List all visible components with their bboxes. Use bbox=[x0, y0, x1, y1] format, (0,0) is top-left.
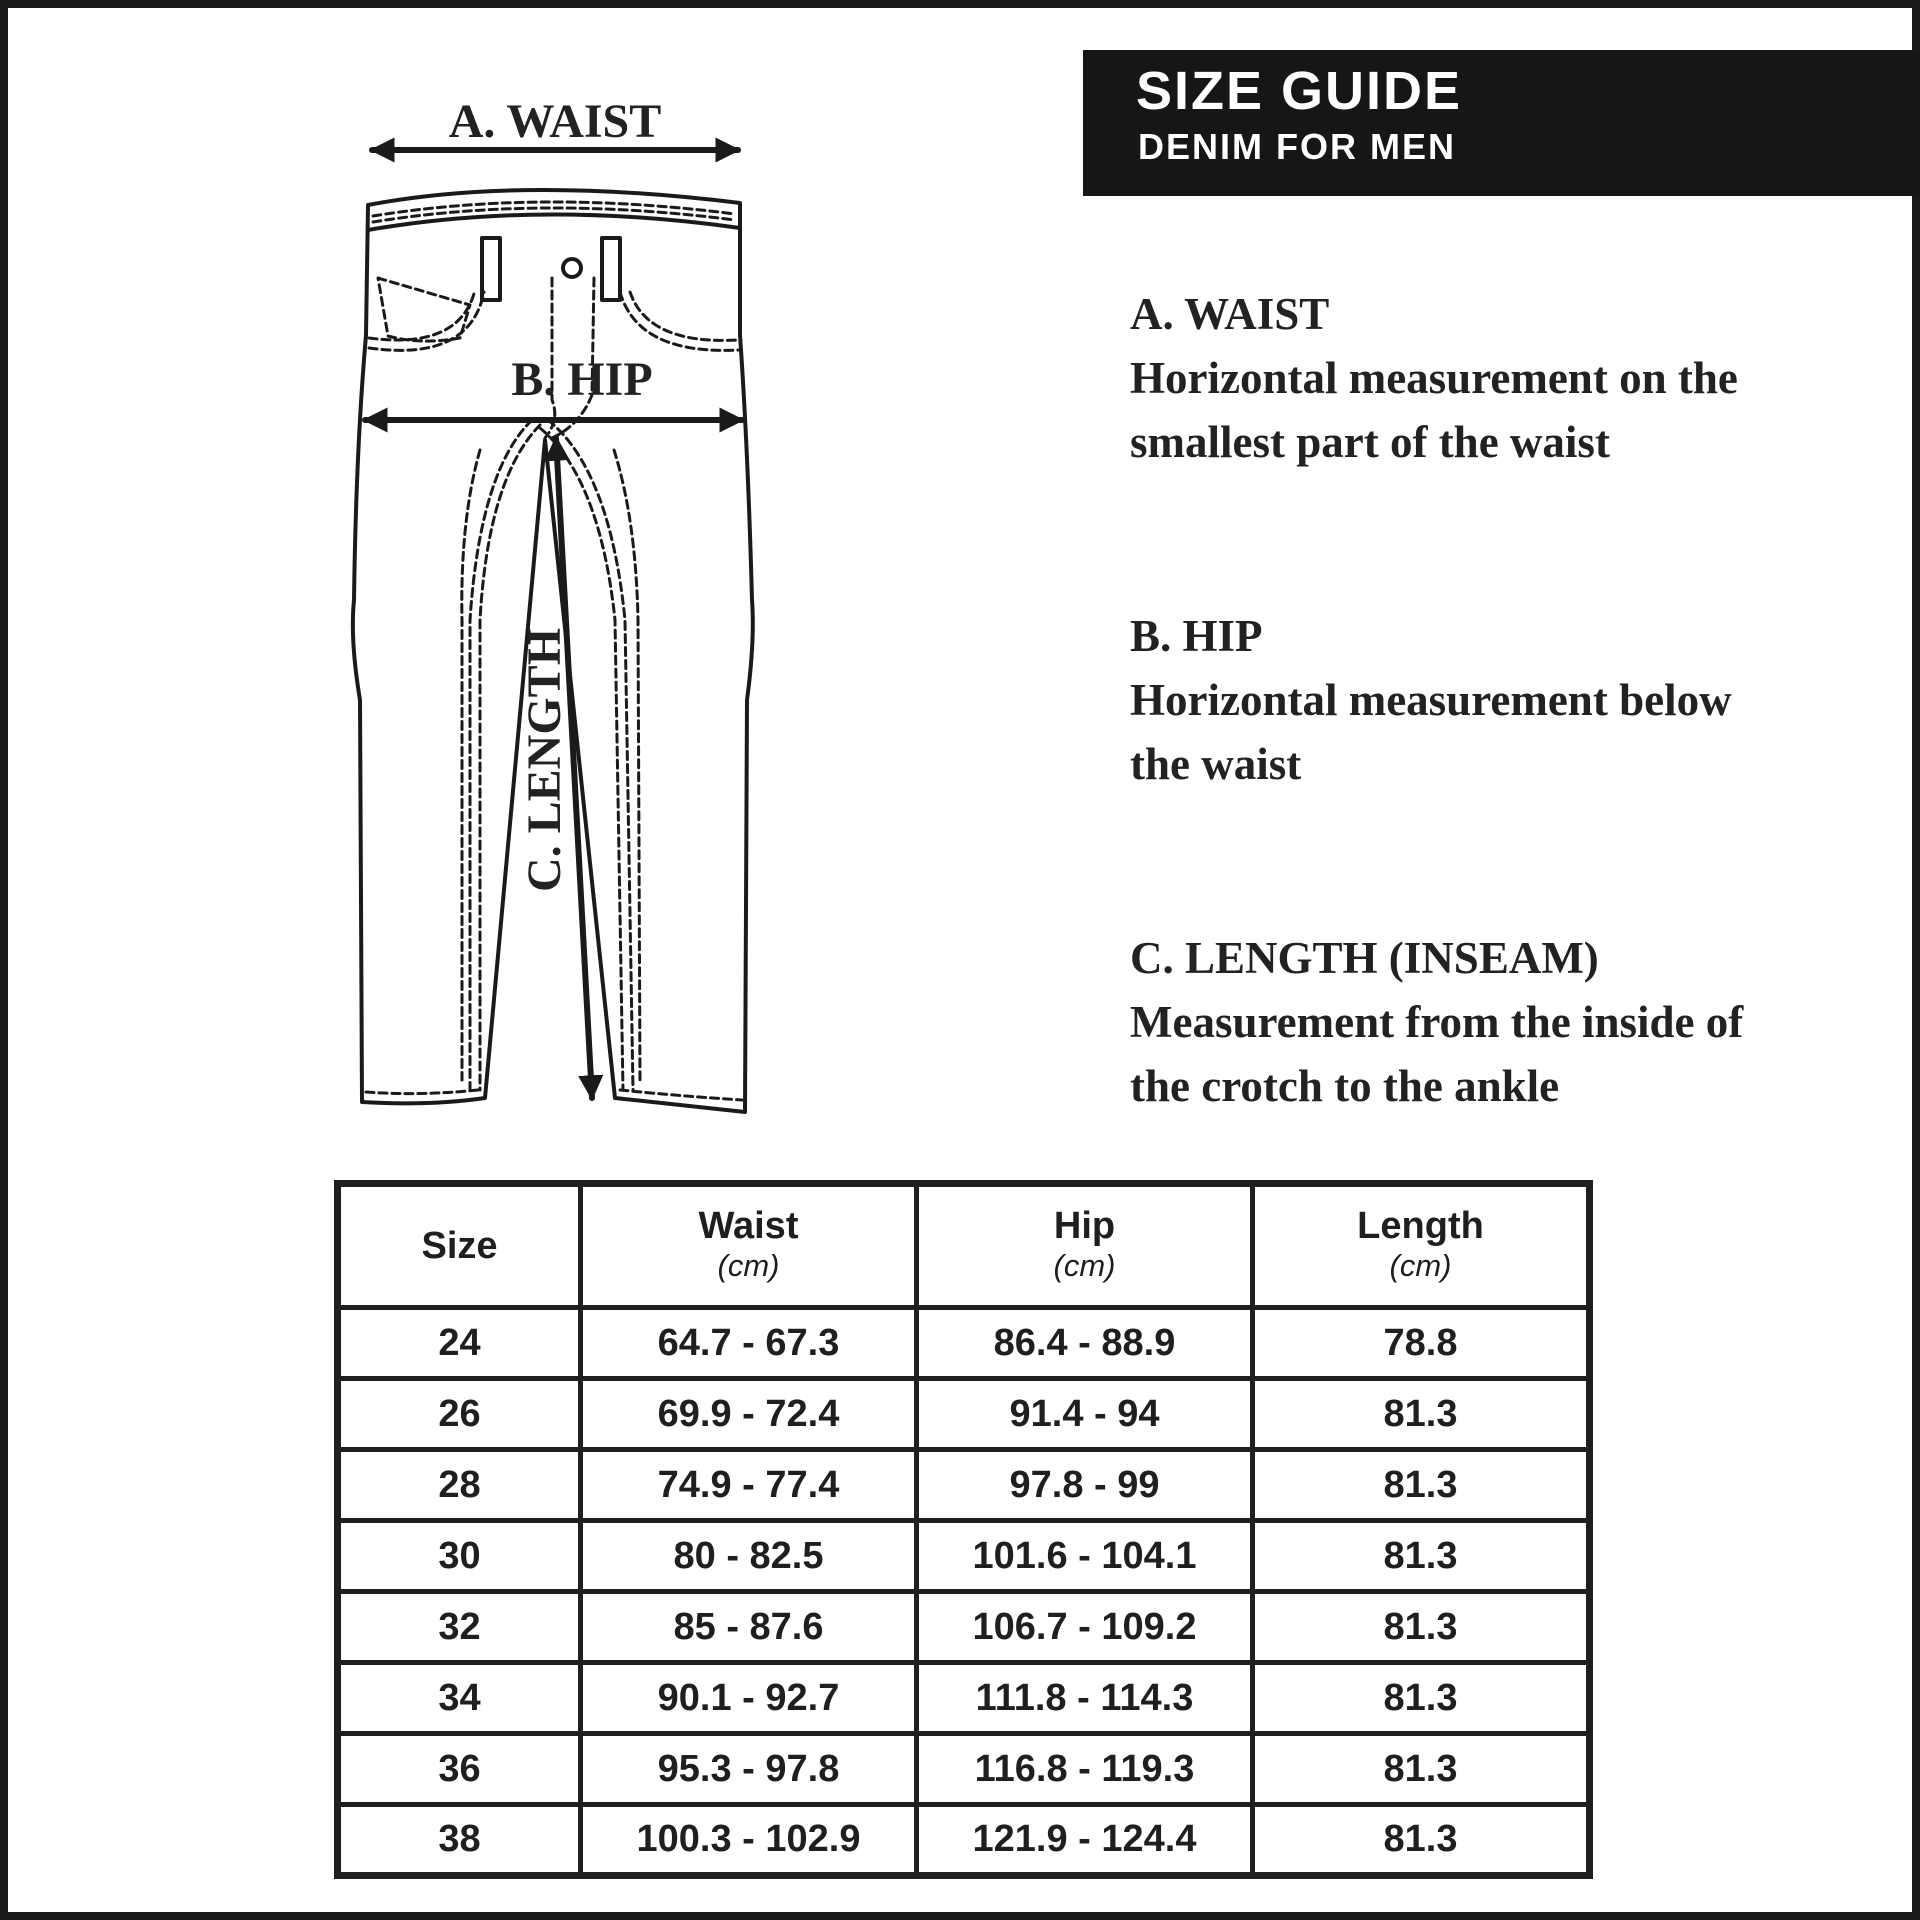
cell-size: 30 bbox=[338, 1521, 581, 1592]
length-label: C. LENGTH bbox=[518, 627, 571, 893]
definition-text: Horizontal measurement on the bbox=[1130, 353, 1738, 403]
table-row bbox=[338, 1734, 1590, 1805]
cell-size: 24 bbox=[338, 1308, 581, 1379]
cell-waist: 64.7 - 67.3 bbox=[581, 1308, 917, 1379]
cell-waist: 80 - 82.5 bbox=[581, 1521, 917, 1592]
banner-subtitle: DENIM FOR MEN bbox=[1138, 126, 1456, 167]
definition-length bbox=[1130, 926, 1890, 1118]
column-header-hip bbox=[917, 1184, 1253, 1308]
banner-title: SIZE GUIDE bbox=[1136, 61, 1463, 121]
cell-size: 32 bbox=[338, 1592, 581, 1663]
definition-text: the waist bbox=[1130, 739, 1302, 789]
definition-title: A. WAIST bbox=[1130, 289, 1330, 339]
table-row bbox=[338, 1308, 1590, 1379]
header-label: Waist bbox=[698, 1205, 799, 1247]
table-header-row bbox=[338, 1184, 1590, 1308]
table-row bbox=[338, 1379, 1590, 1450]
cell-length: 81.3 bbox=[1253, 1379, 1590, 1450]
coin-pocket bbox=[378, 278, 470, 341]
measurement-definitions bbox=[1130, 282, 1890, 1118]
size-table bbox=[334, 1180, 1593, 1879]
cell-length: 78.8 bbox=[1253, 1308, 1590, 1379]
column-header-length bbox=[1253, 1184, 1590, 1308]
cell-length: 81.3 bbox=[1253, 1521, 1590, 1592]
belt-loop bbox=[602, 238, 620, 300]
cell-hip: 101.6 - 104.1 bbox=[917, 1521, 1253, 1592]
cell-size: 38 bbox=[338, 1805, 581, 1876]
table-row bbox=[338, 1521, 1590, 1592]
cell-hip: 106.7 - 109.2 bbox=[917, 1592, 1253, 1663]
hip-label: B. HIP bbox=[511, 353, 653, 406]
size-guide-banner bbox=[1083, 50, 1920, 196]
cell-size: 34 bbox=[338, 1663, 581, 1734]
button bbox=[563, 259, 581, 277]
definition-text: Horizontal measurement below bbox=[1130, 675, 1732, 725]
front-pocket-right bbox=[630, 292, 738, 340]
table-row bbox=[338, 1592, 1590, 1663]
definition-text: Measurement from the inside of bbox=[1130, 997, 1744, 1047]
cell-length: 81.3 bbox=[1253, 1734, 1590, 1805]
cell-waist: 100.3 - 102.9 bbox=[581, 1805, 917, 1876]
cell-size: 28 bbox=[338, 1450, 581, 1521]
cell-length: 81.3 bbox=[1253, 1592, 1590, 1663]
definition-waist bbox=[1130, 282, 1890, 474]
cell-waist: 95.3 - 97.8 bbox=[581, 1734, 917, 1805]
jeans-measurement-diagram bbox=[340, 85, 760, 1125]
cell-hip: 111.8 - 114.3 bbox=[917, 1663, 1253, 1734]
cell-length: 81.3 bbox=[1253, 1663, 1590, 1734]
definition-text: the crotch to the ankle bbox=[1130, 1061, 1560, 1111]
header-label: Length bbox=[1357, 1205, 1484, 1247]
header-unit: (cm) bbox=[717, 1248, 780, 1283]
waistband bbox=[368, 214, 740, 230]
definition-title: C. LENGTH (INSEAM) bbox=[1130, 933, 1599, 983]
cell-length: 81.3 bbox=[1253, 1805, 1590, 1876]
table-row bbox=[338, 1805, 1590, 1876]
hem-left bbox=[366, 1090, 478, 1094]
column-header-waist bbox=[581, 1184, 917, 1308]
cell-hip: 97.8 - 99 bbox=[917, 1450, 1253, 1521]
cell-waist: 85 - 87.6 bbox=[581, 1592, 917, 1663]
header-label: Hip bbox=[1053, 1205, 1116, 1247]
cell-length: 81.3 bbox=[1253, 1450, 1590, 1521]
cell-waist: 90.1 - 92.7 bbox=[581, 1663, 917, 1734]
definition-hip bbox=[1130, 604, 1890, 796]
header-label: Size bbox=[421, 1225, 498, 1267]
header-unit: (cm) bbox=[1053, 1248, 1116, 1283]
waist-label: A. WAIST bbox=[448, 95, 662, 148]
cell-waist: 69.9 - 72.4 bbox=[581, 1379, 917, 1450]
cell-hip: 116.8 - 119.3 bbox=[917, 1734, 1253, 1805]
column-header-size bbox=[338, 1184, 581, 1308]
definition-title: B. HIP bbox=[1130, 611, 1263, 661]
cell-hip: 121.9 - 124.4 bbox=[917, 1805, 1253, 1876]
cell-hip: 86.4 - 88.9 bbox=[917, 1308, 1253, 1379]
table-row bbox=[338, 1450, 1590, 1521]
cell-waist: 74.9 - 77.4 bbox=[581, 1450, 917, 1521]
header-unit: (cm) bbox=[1389, 1248, 1452, 1283]
table-row bbox=[338, 1663, 1590, 1734]
definition-text: smallest part of the waist bbox=[1130, 417, 1610, 467]
cell-hip: 91.4 - 94 bbox=[917, 1379, 1253, 1450]
cell-size: 26 bbox=[338, 1379, 581, 1450]
cell-size: 36 bbox=[338, 1734, 581, 1805]
